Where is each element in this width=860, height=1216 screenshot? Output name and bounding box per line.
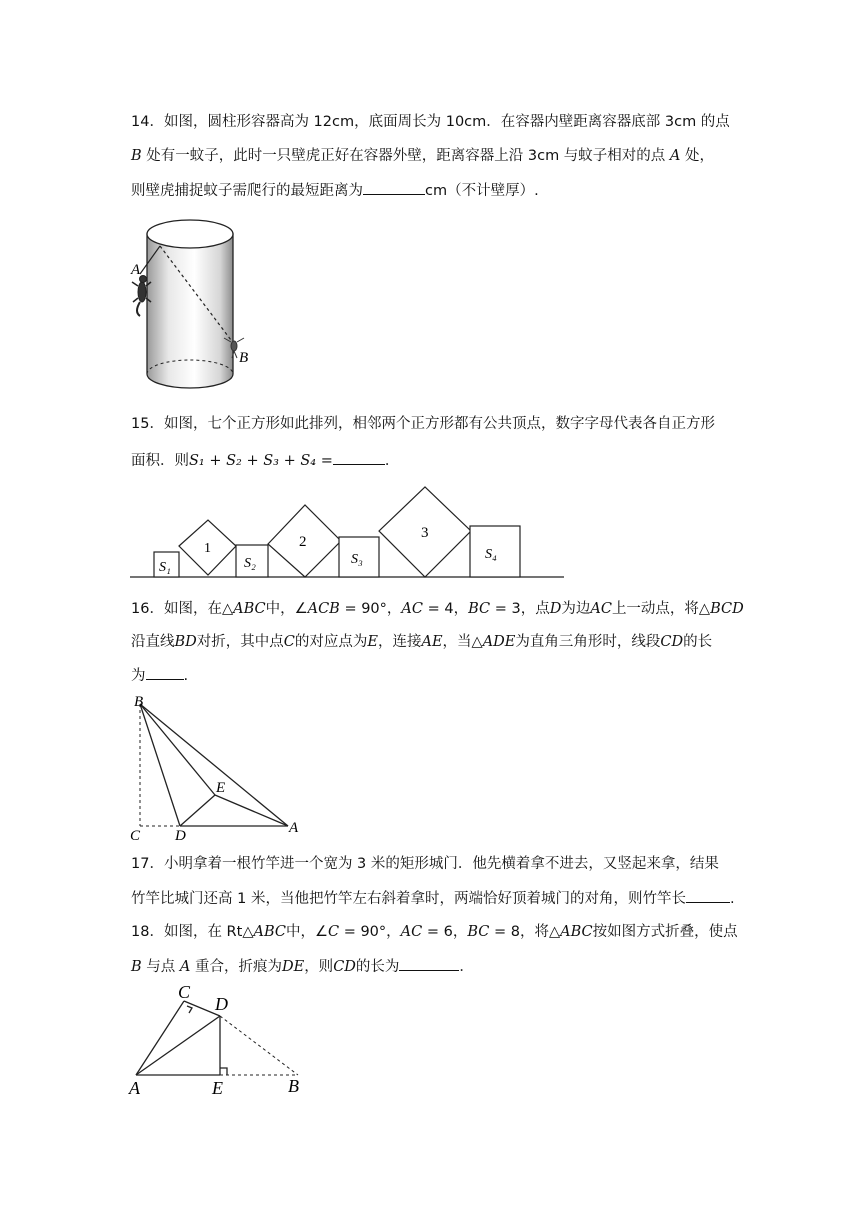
label-s2: S₂ [244, 556, 256, 571]
math-bc: BC [468, 601, 491, 617]
math-c: C [327, 924, 340, 940]
text: 中，∠ [285, 924, 328, 940]
q16-line-2 [131, 632, 712, 652]
q17-line-2 [131, 888, 735, 909]
point-b: B [131, 148, 142, 164]
text: 中，∠ [265, 601, 308, 617]
fig-label-b: B [288, 1076, 299, 1096]
q14-line-1: 14．如图，圆柱形容器高为 12cm，底面周长为 10cm．在容器内壁距离容器底部 3cm 的点 [131, 114, 730, 130]
text: 16．如图，在△ [131, 601, 234, 617]
math-d: D [549, 601, 562, 617]
fig-label-b: B [134, 694, 144, 710]
fold-triangle-figure [126, 694, 306, 844]
q15-line-2-end: ． [384, 453, 400, 469]
math-c: C [283, 634, 295, 650]
text: 竹竿比城门还高 1 米，当他把竹竿左右斜着拿时，两端恰好顶着城门的对角，则竹竿长 [131, 891, 686, 907]
math-acb: ACB [307, 601, 340, 617]
q15-line-2 [131, 450, 399, 471]
math-de: DE [281, 959, 305, 975]
text: 沿直线 [131, 634, 175, 650]
fig-label-c: C [130, 828, 141, 844]
label-s4: S₄ [485, 547, 497, 562]
fig-label-a: A [129, 1078, 140, 1098]
answer-blank[interactable] [333, 450, 385, 465]
area-sum-expression: S₁ + S₂ + S₃ + S₄ = [189, 453, 333, 469]
math-a: A [179, 959, 191, 975]
text: ，则 [304, 959, 334, 975]
q15-line-1: 15．如图，七个正方形如此排列，相邻两个正方形都有公共顶点，数字字母代表各自正方形 [131, 416, 715, 432]
fig-label-d: D [215, 994, 228, 1014]
q14-line-2-text: 处有一蚊子，此时一只壁虎正好在容器外壁，距离容器上沿 3cm 与蚊子相对的点 [141, 148, 670, 164]
right-triangle-fold-figure [126, 980, 316, 1100]
text: = 8，将△ [489, 924, 561, 940]
text: 18．如图，在 Rt△ [131, 924, 254, 940]
text: 的长 [683, 634, 713, 650]
text: . [729, 891, 735, 907]
text: 的对应点为 [294, 634, 368, 650]
answer-blank[interactable] [363, 180, 425, 195]
math-e: E [367, 634, 378, 650]
fig-label-a: A [289, 820, 299, 836]
math-bd: BD [174, 634, 197, 650]
text: = 3，点 [490, 601, 550, 617]
fig-label-e: E [212, 1078, 223, 1098]
math-bc: BC [467, 924, 490, 940]
q14-line-2-end: 处， [680, 148, 715, 164]
squares-figure [128, 484, 568, 584]
text: = 6， [422, 924, 468, 940]
text: 与点 [141, 959, 180, 975]
math-abc: ABC [560, 924, 593, 940]
math-ac: AC [590, 601, 612, 617]
text: 对折，其中点 [196, 634, 284, 650]
q18-line-2 [131, 956, 474, 977]
text: 的长为 [355, 959, 400, 975]
cylinder-figure [120, 212, 270, 398]
q14-line-3-end: cm（不计壁厚）. [425, 183, 539, 199]
math-ac: AC [400, 924, 423, 940]
q16-line-1 [131, 599, 744, 619]
text: ，当△ [442, 634, 483, 650]
q18-line-1 [131, 922, 738, 942]
text: 上一动点，将△ [611, 601, 711, 617]
math-bcd: BCD [710, 601, 744, 617]
math-abc: ABC [233, 601, 266, 617]
text: ． [459, 959, 474, 975]
fig-label-c: C [178, 982, 191, 1002]
text: ，连接 [377, 634, 422, 650]
label-2: 2 [299, 534, 307, 550]
text: 按如图方式折叠，使点 [592, 924, 738, 940]
text: = 90°， [339, 601, 402, 617]
label-3: 3 [421, 525, 429, 541]
text: 为边 [561, 601, 591, 617]
text: = 90°， [339, 924, 401, 940]
q17-line-1: 17．小明拿着一根竹竿进一个宽为 3 米的矩形城门．他先横着拿不进去，又竖起来拿，结果 [131, 856, 719, 872]
fig-label-b: B [239, 350, 249, 366]
q14-line-2 [131, 146, 714, 166]
text: = 4， [423, 601, 469, 617]
fig-label-e: E [216, 780, 226, 796]
answer-blank[interactable] [399, 956, 459, 971]
label-s3: S₃ [351, 552, 363, 567]
fig-label-a: A [131, 262, 141, 278]
text: 重合，折痕为 [190, 959, 282, 975]
label-s1: S₁ [159, 560, 171, 575]
answer-blank[interactable] [686, 888, 730, 903]
math-cd: CD [660, 634, 684, 650]
label-1: 1 [204, 541, 211, 556]
point-a: A [669, 148, 681, 164]
q16-line-3 [131, 665, 188, 686]
math-cd: CD [333, 959, 356, 975]
q14-line-3-text: 则壁虎捕捉蚊子需爬行的最短距离为 [131, 183, 363, 199]
text: . [183, 668, 189, 684]
answer-blank[interactable] [146, 665, 184, 680]
math-ade: ADE [482, 634, 516, 650]
text: 为 [131, 668, 146, 684]
math-ac: AC [401, 601, 423, 617]
text: 为直角三角形时，线段 [515, 634, 661, 650]
math-b: B [131, 959, 142, 975]
math-abc: ABC [253, 924, 286, 940]
q14-line-3 [131, 180, 539, 201]
math-ae: AE [421, 634, 443, 650]
fig-label-d: D [175, 828, 186, 844]
q15-line-2-text: 面积．则 [131, 453, 189, 469]
